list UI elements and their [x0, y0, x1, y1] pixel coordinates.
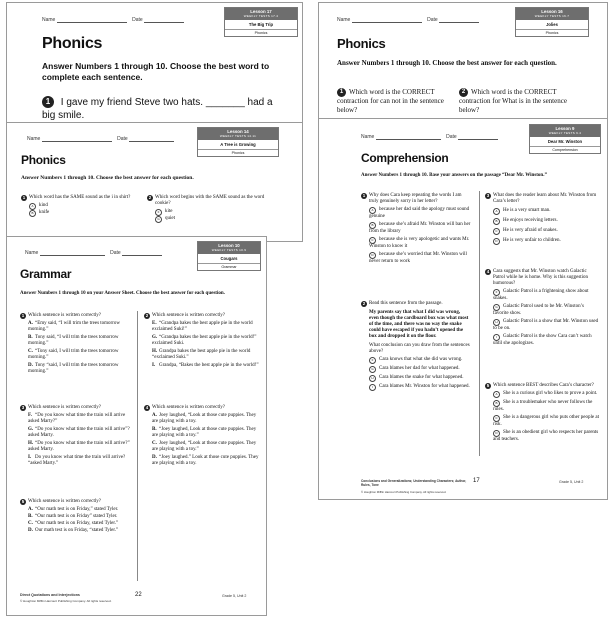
answer-option[interactable]: D She is an obedient girl who respects her parents and teachers.	[493, 430, 599, 442]
instructions: Answer Numbers 1 through 10. Choose the best answer for each question.	[337, 59, 557, 67]
answer-option[interactable]: H Cara blames the snake for what happened.	[369, 375, 473, 382]
worksheet-comprehension-lesson-9	[318, 118, 608, 500]
question-number: 3	[21, 405, 25, 410]
question-2	[459, 88, 584, 115]
page-title: Phonics	[42, 35, 103, 52]
question-5	[20, 499, 132, 534]
answer-option[interactable]: G quiet	[155, 216, 287, 223]
worksheet-phonics-lesson-17	[6, 2, 303, 132]
name-date-line: Name Date	[27, 136, 174, 142]
question-text: Which sentence is written correctly?	[152, 405, 226, 410]
answer-option[interactable]: F Cara knows that what she did was wrong.	[369, 357, 473, 364]
question-3	[485, 193, 600, 245]
question-1	[337, 88, 452, 115]
question-text: Read this sentence from the passage.	[369, 301, 443, 306]
instructions: Answer Numbers 1 through 10 on your Answer Sheet. Choose the best answer for each question.	[20, 291, 225, 296]
question-number: 5	[21, 499, 25, 504]
question-text: What does the reader learn about Mr. Winston from Cara’s letter?	[493, 193, 597, 204]
answer-option[interactable]: B. “Joey laughed, Look at those cute puppies. They are playing with a toy.”	[152, 427, 257, 438]
answer-option[interactable]: B She is a troublemaker who never follows the rules.	[493, 400, 593, 412]
answer-option[interactable]: H. “Do you know what time the train will arrive?” asked Marty.	[28, 441, 130, 452]
question-1	[20, 313, 132, 375]
answer-option[interactable]: A She is a curious girl who likes to prove a point.	[493, 391, 600, 398]
question-text: I gave my friend Steve two hats. _______ had a big smile.	[42, 97, 273, 121]
question-number: 1	[42, 96, 54, 108]
question-text: Which word is the CORRECT contraction for can not in the sentence below?	[337, 88, 444, 114]
answer-option[interactable]: E. “Grandpa bakes the best apple pie in the world exclaimed Suki!”	[152, 321, 253, 332]
worksheet-phonics-lesson-16	[318, 2, 608, 124]
answer-option[interactable]: B knife	[29, 210, 141, 217]
footer-grade: Grade 5, Unit 2	[222, 594, 247, 598]
question-4	[485, 269, 600, 347]
answer-option[interactable]: I Galactic Patrol is the show Cara can’t watch until she apologizes.	[493, 334, 592, 346]
answer-option[interactable]: A He is a very smart man.	[493, 208, 600, 215]
question-text: Which sentence is written correctly?	[28, 313, 102, 318]
question-text: Why does Cara keep repeating the words I am truly genuinely sorry in her letter?	[369, 193, 462, 204]
question-prompt: What conclusion can you draw from the sentences above?	[369, 343, 470, 354]
passage-quote: My parents say that what I did was wrong, even though the cardboard box was what most of the time, and there was no way the snake could have escaped if you hadn’t opened the box and dropped it on the floor.	[369, 310, 469, 339]
answer-option[interactable]: A. “Emy said, “I will trim the trees tomorrow morning.”	[28, 321, 120, 332]
answer-option[interactable]: D because she’s worried that Mr. Winston will never return to work	[369, 252, 467, 264]
question-number: 1	[22, 195, 26, 200]
answer-option[interactable]: B because she’s afraid Mr. Winston will ban her from the library	[369, 222, 471, 234]
question-3	[20, 405, 132, 467]
question-number: 2	[362, 301, 366, 306]
lesson-box: Lesson 14 WEEKLY TESTS 14.11 A Tree is Growing Phonics	[197, 127, 279, 157]
answer-option[interactable]: G. “Do you know what time the train will arrive”? asked Marty.	[28, 427, 130, 438]
answer-option[interactable]: A. Joey laughed, “Look at those cute puppies. They are playing with a toy.	[152, 413, 257, 424]
answer-option[interactable]: I Cara blames Mr. Winston for what happened.	[369, 384, 473, 391]
question-number: 1	[337, 88, 346, 97]
footer-skill: Conclusions and Generalizations; Understanding Characters; Author, Rules, Tone	[361, 479, 467, 487]
column-divider	[137, 311, 138, 581]
question-number: 2	[459, 88, 468, 97]
answer-option[interactable]: G. “Grandpa bakes the best apple pie in the world!” exclaimed Suki.	[152, 335, 257, 346]
question-number: 2	[148, 195, 152, 200]
answer-option[interactable]: A because her dad said the apology must sound genuine	[369, 207, 470, 219]
name-date-line: Name Date	[337, 17, 479, 23]
lesson-box: Lesson 10 WEEKLY TESTS 10.9 Cougars Grammar	[197, 241, 261, 271]
worksheet-grammar-lesson-10	[6, 236, 267, 616]
answer-option[interactable]: F Galactic Patrol is a frightening show about snakes.	[493, 289, 589, 301]
page-number: 22	[135, 592, 142, 598]
footer-copyright: © Houghton Mifflin Harcourt Publishing Company. All rights reserved.	[361, 490, 447, 494]
page-title: Comprehension	[361, 151, 449, 165]
footer-skill: Direct Quotations and Interjections	[20, 593, 80, 597]
name-date-line: Name Date	[25, 250, 162, 256]
answer-option[interactable]: D. Our math test is on Friday, “stated Tyler.”	[28, 528, 119, 533]
answer-option[interactable]: B He enjoys receiving letters.	[493, 218, 600, 225]
question-text: Which sentence is written correctly?	[152, 313, 226, 318]
question-4	[144, 405, 259, 467]
footer-grade: Grade 5, Unit 2	[559, 480, 584, 484]
question-2	[361, 301, 473, 391]
question-text: Which word begins with the SAME sound as the word cookie?	[155, 195, 265, 206]
question-1	[42, 96, 282, 122]
column-divider	[479, 191, 480, 456]
lesson-box: Lesson 17 WEEKLY TESTS 17.4 The Big Trip Phonics	[224, 7, 298, 37]
worksheet-phonics-lesson-14	[6, 122, 303, 242]
question-2	[147, 195, 287, 223]
question-number: 2	[145, 313, 149, 318]
question-text: Which sentence BEST describes Cara’s character?	[493, 383, 594, 388]
answer-option[interactable]: F. “Do you know what time the train will arrive asked Marty?”	[28, 413, 126, 424]
page-title: Phonics	[337, 36, 386, 51]
question-number: 5	[486, 383, 490, 388]
name-date-line: Name Date	[361, 134, 498, 140]
instructions: Answer Numbers 1 through 10. Choose the best answer for each question.	[21, 175, 194, 181]
answer-option[interactable]: C. Joey laughed, “Look at those cute puppies. They are playing with a toy.”	[152, 441, 257, 452]
answer-option[interactable]: D He is very unfair to children.	[493, 238, 600, 245]
question-text: Which word is the CORRECT contraction for What is in the sentence below?	[459, 88, 567, 114]
page-title: Grammar	[20, 267, 72, 281]
question-number: 4	[486, 269, 490, 274]
answer-option[interactable]: C He is very afraid of snakes.	[493, 228, 600, 235]
answer-option[interactable]: B. “Our math test is on Friday” stated Tyler.	[28, 514, 118, 519]
question-1	[361, 193, 473, 265]
answer-option[interactable]: C She is a dangerous girl who puts other people at risk.	[493, 415, 599, 427]
lesson-box: Lesson 16 WEEKLY TESTS 16.7 Jolies Phonics	[515, 7, 589, 37]
name-date-line: Name Date	[42, 17, 184, 23]
answer-option[interactable]: I. Do you know what time the train will arrive? “asked Marty.”	[28, 455, 126, 466]
lesson-box: Lesson 9 WEEKLY TESTS 9.4 Dear Mr. Winston Comprehension	[529, 124, 601, 154]
question-5	[485, 383, 600, 443]
answer-option[interactable]: C because she is very apologetic and wants Mr. Winston to know it	[369, 237, 470, 249]
answer-option[interactable]: G Galactic Patrol used to be Mr. Winston’s favorite show.	[493, 304, 584, 316]
answer-option[interactable]: D. “Joey laughed.” Look at those cute puppies. They are playing with a toy.	[152, 455, 259, 466]
question-text: Cara suggests that Mr. Winston watch Galactic Patrol while he is home. Why is this suggestion humorous?	[493, 269, 589, 286]
answer-option[interactable]: B. Tony said, “I will trim the trees tomorrow morning.”	[28, 335, 119, 346]
answer-option[interactable]: C. “Tony said, I will trim the trees tomorrow morning.”	[28, 349, 119, 360]
answer-option[interactable]: H. Grandpa bakes the best apple pie in the world “exclaimed Suki.”	[152, 349, 251, 360]
question-number: 4	[145, 405, 149, 410]
answer-option[interactable]: D. Tony “said, I will trim the trees tomorrow morning.”	[28, 363, 119, 374]
question-number: 1	[21, 313, 25, 318]
answer-option[interactable]: H Galactic Patrol is a show that Mr. Winston used to be on.	[493, 319, 599, 331]
answer-option[interactable]: G Cara blames her dad for what happened.	[369, 366, 473, 373]
answer-option[interactable]: A kind	[29, 203, 141, 210]
question-text: Which word has the SAME sound as the i in shirt?	[29, 195, 131, 200]
question-text: Which sentence is written correctly?	[28, 499, 102, 504]
answer-option[interactable]: I. Grandpa, “Bakes the best apple pie in the world!”	[152, 363, 259, 368]
page-title: Phonics	[21, 153, 66, 167]
instructions: Answer Numbers 1 through 10. Base your answers on the passage “Dear Mr. Winston.”	[361, 173, 547, 178]
question-number: 1	[362, 193, 366, 198]
question-1	[21, 195, 141, 217]
answer-option[interactable]: C. “Our math test is on Friday, stated Tyler.”	[28, 521, 119, 526]
answer-option[interactable]: F kite	[155, 209, 287, 216]
page-number: 17	[473, 478, 480, 484]
instructions: Answer Numbers 1 through 10. Choose the best word to complete each sentence.	[42, 61, 270, 82]
question-text: Which sentence is written correctly?	[28, 405, 102, 410]
answer-option[interactable]: A. “Our math test is on Friday,” stated Tyler.	[28, 507, 119, 512]
question-number: 3	[486, 193, 490, 198]
footer-copyright: © Houghton Mifflin Harcourt Publishing Company. All rights reserved.	[20, 599, 112, 603]
question-2	[144, 313, 259, 369]
